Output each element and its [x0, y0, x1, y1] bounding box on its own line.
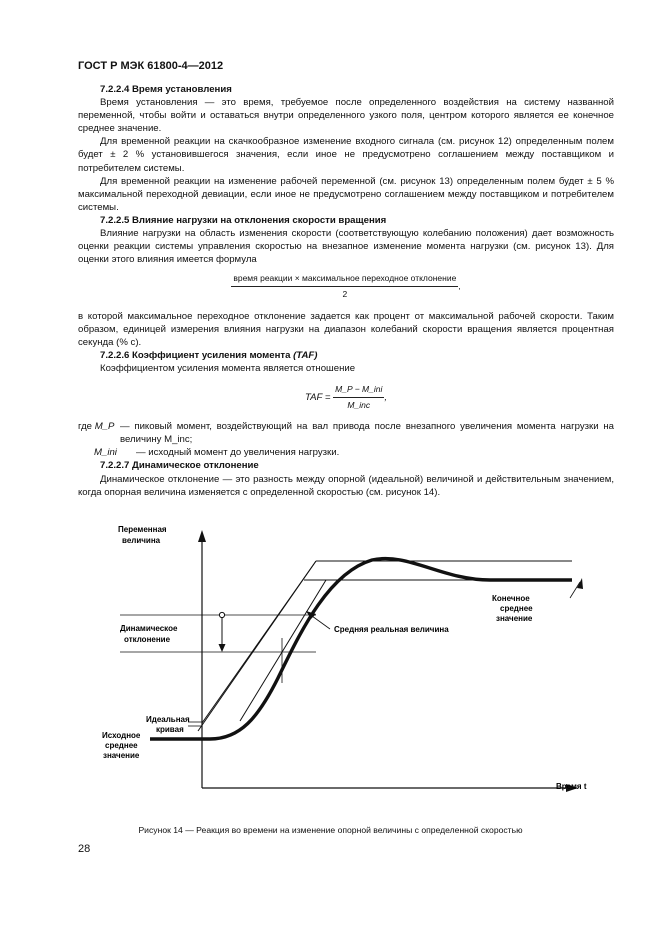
y-axis-label-line1: Переменная — [118, 525, 167, 534]
y-axis-arrow — [198, 530, 206, 542]
where-item — [78, 420, 614, 446]
formula-tail: , — [458, 281, 461, 292]
figure-14-diagram — [90, 518, 610, 808]
dynamic-deviation-label — [120, 624, 180, 644]
page-number: 28 — [78, 843, 91, 855]
ideal-curve-label-line1: Идеальная — [146, 715, 190, 724]
final-value-label-line1: Конечное — [492, 594, 530, 603]
fraction-numerator: время реакции × максимальное переходное отклонение — [231, 272, 458, 287]
paragraph: Влияние нагрузки на область изменения скорости (соответствующую колебанию положения) дает возможность оценки реакции системы управления скоростью на внезапное изменение момента нагрузки (см. рисунок 13). Для оценки этого влияния имеется формула — [78, 228, 614, 266]
where-word: где — [78, 421, 93, 433]
where-definition: — исходный момент до увеличения нагрузки. — [136, 447, 340, 459]
load-effect-formula — [78, 272, 614, 301]
x-axis-label: Время t — [556, 782, 587, 791]
initial-value-label-line2: среднее — [105, 741, 138, 750]
final-value-label-line2: среднее — [500, 604, 533, 613]
paragraph: Динамическое отклонение — это разность между опорной (идеальной) величиной и действительным значением, когда опорная величина изменяется с определенной скоростью (см. рисунок 14). — [78, 473, 614, 498]
final-value-leader-arrow — [577, 578, 583, 589]
initial-value-label-line1: Исходное — [102, 731, 141, 740]
where-item — [78, 446, 614, 459]
fraction-denominator: 2 — [342, 289, 348, 300]
where-symbol: M_P — [94, 421, 115, 433]
dynamic-deviation-label-line1: Динамическое — [120, 624, 178, 633]
final-value-leader — [570, 582, 580, 598]
paragraph: Время установления — это время, требуемое после определенного воздействия на систему названной переменной, чтобы войти и оставаться внутри определенного узкого поля, центром которого является ее конечное среднее значение. — [78, 97, 614, 135]
final-value-label — [492, 594, 535, 623]
section-heading-7-2-2-4: 7.2.2.4 Время установления — [100, 84, 232, 95]
document-body — [78, 83, 614, 499]
where-symbol: M_ini — [94, 447, 117, 459]
heading-abbr: (TAF) — [293, 349, 318, 361]
y-axis-label — [118, 525, 169, 545]
final-value-label-line3: значение — [496, 614, 533, 623]
taf-formula — [78, 383, 614, 412]
formula-tail: , — [384, 392, 388, 404]
section-heading-7-2-2-5: 7.2.2.5 Влияние нагрузки на отклонения скорости вращения — [100, 214, 387, 226]
section-heading-7-2-2-6 — [78, 349, 614, 362]
fraction-numerator: M_P − M_ini — [333, 383, 384, 398]
fraction-denominator: M_inc — [347, 400, 371, 411]
heading-text: 7.2.2.6 Коэффициент усиления момента — [100, 349, 291, 361]
paragraph: Коэффициентом усиления момента является отношение — [100, 362, 356, 374]
paragraph: Для временной реакции на изменение рабочей переменной (см. рисунок 13) определенным полем будет ± 5 % максимальной переходной девиации, если иное не предусмотрено соглашением между поставщиком и потребителем системы. — [78, 175, 614, 213]
deviation-marker-top — [219, 612, 224, 617]
paragraph: в которой максимальное переходное отклонение задается как процент от максимальной рабочей скорости. Таким образом, единицей измерения влияния нагрузки на диапазон колебаний скорости вращения является процентная секунда (% с). — [78, 310, 614, 348]
figure-caption: Рисунок 14 — Реакция во времени на изменение опорной величины с определенной скоростью — [138, 825, 523, 835]
document-header: ГОСТ Р МЭК 61800-4—2012 — [78, 60, 224, 72]
ideal-curve-label-line2: кривая — [156, 725, 184, 734]
initial-value-label — [102, 731, 143, 760]
ideal-curve-label — [146, 715, 192, 734]
formula-lhs: TAF = — [304, 392, 331, 404]
ideal-ramp-main — [198, 561, 316, 731]
where-definition: — пиковый момент, воздействующий на вал привода после внезапного увеличения момента нагрузки на величину M_inc; — [120, 421, 614, 446]
initial-value-label-line3: значение — [103, 751, 140, 760]
mean-real-leader — [312, 616, 330, 629]
fraction — [333, 383, 384, 412]
dynamic-deviation-label-line2: отклонение — [124, 635, 171, 644]
paragraph: Для временной реакции на скачкообразное изменение входного сигнала (см. рисунок 12) определенным полем будет ± 2 % установившегося значения, если иное не предусмотрено соглашением между поставщиком и потребителем системы. — [78, 136, 614, 174]
deviation-arrow-head — [219, 644, 226, 652]
y-axis-label-line2: величина — [122, 536, 161, 545]
fraction — [231, 272, 461, 301]
mean-real-label: Средняя реальная величина — [334, 625, 449, 634]
real-response-curve — [150, 559, 572, 739]
section-heading-7-2-2-7: 7.2.2.7 Динамическое отклонение — [100, 460, 259, 472]
